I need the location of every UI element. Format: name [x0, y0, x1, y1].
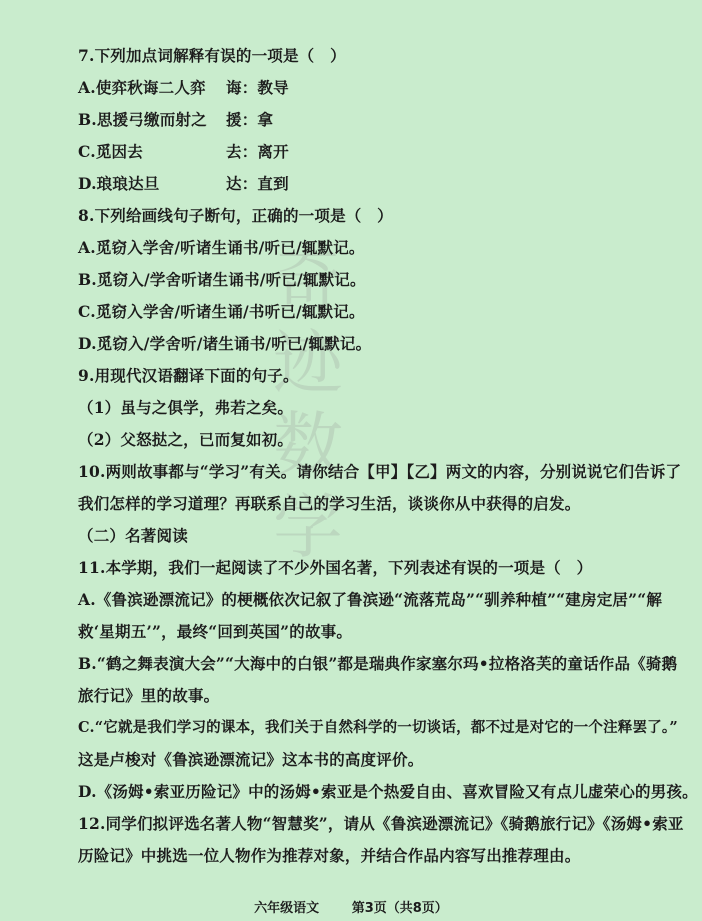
q7-option-gloss: 达：直到: [226, 174, 289, 193]
q8-option-a: A.觅窃入学舍/听诸生诵书/听已/辄默记。: [78, 238, 365, 257]
page-footer: [0, 897, 702, 916]
q7-option-label: D.琅琅达旦: [78, 174, 160, 193]
q7-option-d: [78, 174, 680, 194]
q7-stem: 7.下列加点词解释有误的一项是（ ）: [78, 46, 346, 65]
watermark-char: 奇: [273, 240, 343, 322]
q7-option-gloss: 诲：教导: [226, 78, 289, 97]
watermark-char: 数: [273, 404, 343, 486]
q8-stem: 8.下列给画线句子断句，正确的一项是（ ）: [78, 206, 393, 225]
q11-option-d: D.《汤姆•索亚历险记》中的汤姆•索亚是个热爱自由、喜欢冒险又有点儿虚荣心的男孩。: [78, 782, 698, 801]
q11-option-b-line-2: 旅行记》里的故事。: [78, 686, 220, 705]
q7-option-label: A.使弈秋诲二人弈: [78, 78, 206, 97]
q8-option-d: D.觅窃入/学舍听/诸生诵书/听已/辄默记。: [78, 334, 372, 353]
q11-stem: 11.本学期，我们一起阅读了不少外国名著，下列表述有误的一项是（ ）: [78, 558, 593, 577]
watermark-char: 迹: [273, 322, 343, 404]
q7-option-gloss: 去：离开: [226, 142, 289, 161]
footer-subject: 六年级语文: [254, 901, 320, 916]
footer-page-number: 第3页（共8页）: [351, 901, 448, 916]
q7-option-label: C.觅因去: [78, 142, 143, 161]
q7-option-c: [78, 142, 680, 162]
q9-stem: 9.用现代汉语翻译下面的句子。: [78, 366, 299, 385]
q12-line-1: 12.同学们拟评选名著人物“智慧奖”，请从《鲁滨逊漂流记》《骑鹅旅行记》《汤姆•索亚: [78, 814, 684, 833]
q10-line-2: 我们怎样的学习道理？再联系自己的学习生活，谈谈你从中获得的启发。: [78, 494, 581, 513]
q7-option-b: [78, 110, 680, 130]
q11-option-b-line-1: B.“鹤之舞表演大会”“大海中的白银”都是瑞典作家塞尔玛•拉格洛芙的童话作品《骑鹅: [78, 654, 678, 673]
q7-option-label: B.思援弓缴而射之: [78, 110, 207, 129]
q7-option-a: [78, 78, 680, 98]
q8-option-b: B.觅窃入/学舍听诸生诵书/听已/辄默记。: [78, 270, 366, 289]
q12-line-2: 历险记》中挑选一位人物作为推荐对象，并结合作品内容写出推荐理由。: [78, 846, 581, 865]
q7-option-gloss: 援：拿: [226, 110, 274, 129]
q11-option-c-line-1: C.“它就是我们学习的课本，我们关于自然科学的一切谈话，都不过是对它的一个注释罢了。”: [78, 719, 678, 736]
watermark-char: 学: [273, 486, 343, 568]
q9-item-2: （2）父怒挞之，已而复如初。: [78, 430, 294, 449]
q10-line-1: 10.两则故事都与“学习”有关。请你结合【甲】【乙】两文的内容，分别说说它们告诉了: [78, 462, 682, 481]
q11-option-c-line-2: 这是卢梭对《鲁滨逊漂流记》这本书的高度评价。: [78, 750, 424, 769]
q9-item-1: （1）虽与之俱学，弗若之矣。: [78, 398, 294, 417]
q11-option-a-line-1: A.《鲁滨逊漂流记》的梗概依次记叙了鲁滨逊“流落荒岛”“驯养种植”“建房定居”“解: [78, 590, 663, 609]
q11-option-a-line-2: 救‘星期五’”，最终“回到英国”的故事。: [78, 622, 353, 641]
section-title: （二）名著阅读: [78, 526, 188, 545]
q8-option-c: C.觅窃入学舍/听诸生诵/书听已/辄默记。: [78, 302, 365, 321]
